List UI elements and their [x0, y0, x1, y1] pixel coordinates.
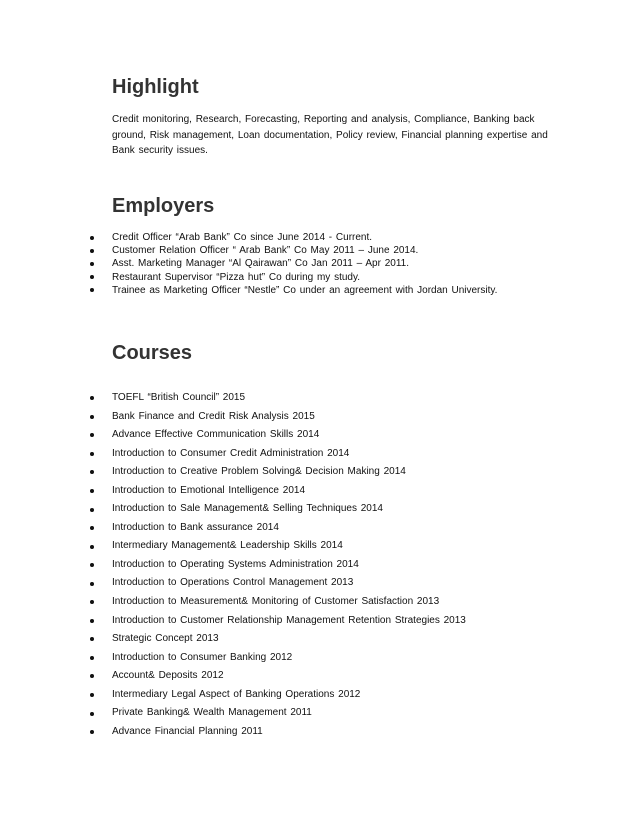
- bullet-icon: [90, 712, 94, 716]
- course-item-text: Introduction to Operations Control Management 2013: [112, 577, 354, 589]
- employer-item: [0, 271, 497, 284]
- bullet-icon: [90, 236, 94, 240]
- bullet-icon: [90, 489, 94, 493]
- bullet-icon: [90, 693, 94, 697]
- bullet-icon: [90, 730, 94, 734]
- bullet-icon: [90, 452, 94, 456]
- course-item: [0, 630, 466, 649]
- course-item-text: Introduction to Sale Management& Selling Techniques 2014: [112, 503, 383, 515]
- course-item-text: Introduction to Measurement& Monitoring of Customer Satisfaction 2013: [112, 596, 440, 608]
- course-item-text: Introduction to Customer Relationship Management Retention Strategies 2013: [112, 614, 466, 626]
- bullet-icon: [90, 600, 94, 604]
- course-item: [0, 686, 466, 705]
- course-item-text: Introduction to Consumer Credit Administration 2014: [112, 447, 350, 459]
- course-item: [0, 463, 466, 482]
- course-item: [0, 500, 466, 519]
- course-item: [0, 574, 466, 593]
- course-item-text: Advance Financial Planning 2011: [112, 725, 263, 737]
- course-item-text: Advance Effective Communication Skills 2014: [112, 429, 320, 441]
- bullet-icon: [90, 619, 94, 623]
- employer-item-text: Trainee as Marketing Officer “Nestle” Co under an agreement with Jordan University.: [112, 284, 498, 296]
- course-item-text: Introduction to Consumer Banking 2012: [112, 651, 293, 663]
- course-item-text: Introduction to Creative Problem Solving& Decision Making 2014: [112, 466, 406, 478]
- bullet-icon: [90, 262, 94, 266]
- employer-item-text: Credit Officer “Arab Bank” Co since June 2014 - Current.: [112, 232, 373, 243]
- highlight-paragraph: Credit monitoring, Research, Forecasting, Reporting and analysis, Compliance, Banking back ground, Risk management, Loan documentation, Policy review, Financial planning expertise and Bank security issues.: [112, 114, 548, 156]
- course-item: [0, 519, 466, 538]
- course-item-text: Introduction to Operating Systems Administration 2014: [112, 558, 359, 570]
- course-item-text: Bank Finance and Credit Risk Analysis 2015: [112, 410, 315, 422]
- bullet-icon: [90, 563, 94, 567]
- bullet-icon: [90, 470, 94, 474]
- employers-heading: Employers: [112, 195, 215, 217]
- employer-item: [0, 284, 497, 297]
- course-item: [0, 593, 466, 612]
- course-item-text: Intermediary Management& Leadership Skills 2014: [112, 540, 343, 552]
- course-item: [0, 649, 466, 668]
- courses-heading: Courses: [112, 342, 193, 364]
- employer-item: [0, 244, 497, 257]
- bullet-icon: [90, 249, 94, 253]
- course-item: [0, 426, 466, 445]
- course-item: [0, 389, 466, 408]
- employer-item: [0, 231, 497, 244]
- bullet-icon: [90, 637, 94, 641]
- course-item-text: Introduction to Bank assurance 2014: [112, 521, 279, 533]
- bullet-icon: [90, 396, 94, 400]
- course-item-text: Introduction to Emotional Intelligence 2014: [112, 484, 306, 496]
- course-item-text: Intermediary Legal Aspect of Banking Operations 2012: [112, 688, 361, 700]
- course-item: [0, 612, 466, 631]
- employer-item-text: Asst. Marketing Manager “Al Qairawan” Co Jan 2011 – Apr 2011.: [112, 258, 409, 270]
- bullet-icon: [90, 275, 94, 279]
- bullet-icon: [90, 288, 94, 292]
- bullet-icon: [90, 582, 94, 586]
- employer-item: [0, 257, 497, 270]
- highlight-heading: Highlight: [112, 76, 199, 98]
- course-item: [0, 667, 466, 686]
- courses-list: [0, 389, 466, 741]
- course-item: [0, 556, 466, 575]
- course-item: [0, 537, 466, 556]
- course-item: [0, 704, 466, 723]
- bullet-icon: [90, 545, 94, 549]
- bullet-icon: [90, 415, 94, 419]
- course-item-text: Account& Deposits 2012: [112, 670, 224, 682]
- employer-item-text: Restaurant Supervisor “Pizza hut” Co during my study.: [112, 271, 361, 283]
- course-item: [0, 482, 466, 501]
- bullet-icon: [90, 674, 94, 678]
- course-item: [0, 445, 466, 464]
- employer-item-text: Customer Relation Officer “ Arab Bank” Co May 2011 – June 2014.: [112, 245, 419, 257]
- employers-list: [0, 231, 497, 297]
- bullet-icon: [90, 526, 94, 530]
- course-item-text: TOEFL “British Council” 2015: [112, 392, 246, 403]
- bullet-icon: [90, 433, 94, 437]
- course-item-text: Private Banking& Wealth Management 2011: [112, 707, 312, 719]
- course-item: [0, 408, 466, 427]
- course-item-text: Strategic Concept 2013: [112, 633, 219, 645]
- course-item: [0, 723, 466, 742]
- bullet-icon: [90, 508, 94, 512]
- bullet-icon: [90, 656, 94, 660]
